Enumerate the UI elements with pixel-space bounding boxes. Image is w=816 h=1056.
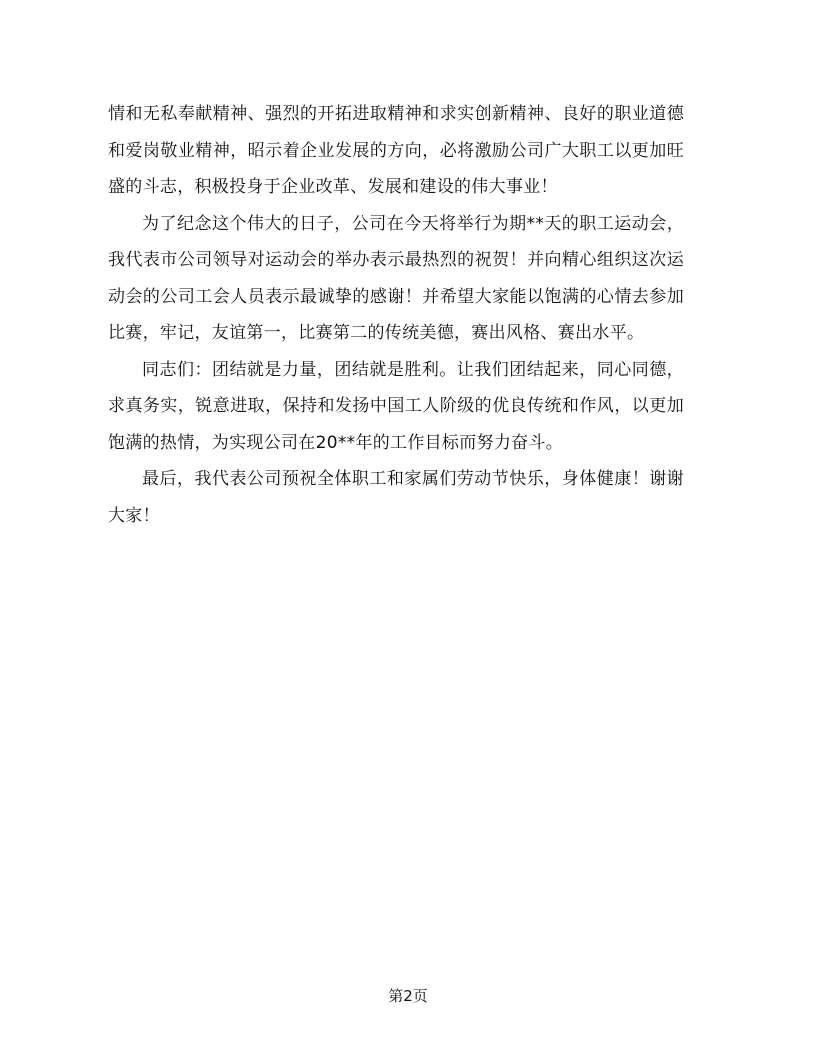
paragraph-unity: 同志们：团结就是力量，团结就是胜利。让我们团结起来，同心同德，求真务实，锐意进取，保持和发扬中国工人阶级的优良传统和作风，以更加饱满的热情，为实现公司在20**年的工作目标而努力奋斗。 <box>108 359 684 453</box>
paragraph-continuation: 情和无私奉献精神、强烈的开拓进取精神和求实创新精神、良好的职业道德和爱岗敬业精神，昭示着企业发展的方向，必将激励公司广大职工以更加旺盛的斗志，积极投身于企业改革、发展和建设的伟大事业！ <box>108 104 684 197</box>
paragraph-closing: 最后，我代表公司预祝全体职工和家属们劳动节快乐，身体健康！谢谢大家！ <box>108 469 684 526</box>
page-number: 第2页 <box>388 987 428 1005</box>
paragraph-sports-meeting: 为了纪念这个伟大的日子，公司在今天将举行为期**天的职工运动会，我代表市公司领导对运动会的举办表示最热烈的祝贺！并向精心组织这次运动会的公司工会人员表示最诚挚的感谢！并希望大家能以饱满的心情去参加比赛，牢记，友谊第一，比赛第二的传统美德，赛出风格、赛出水平。 <box>108 213 684 343</box>
document-body <box>108 96 684 534</box>
